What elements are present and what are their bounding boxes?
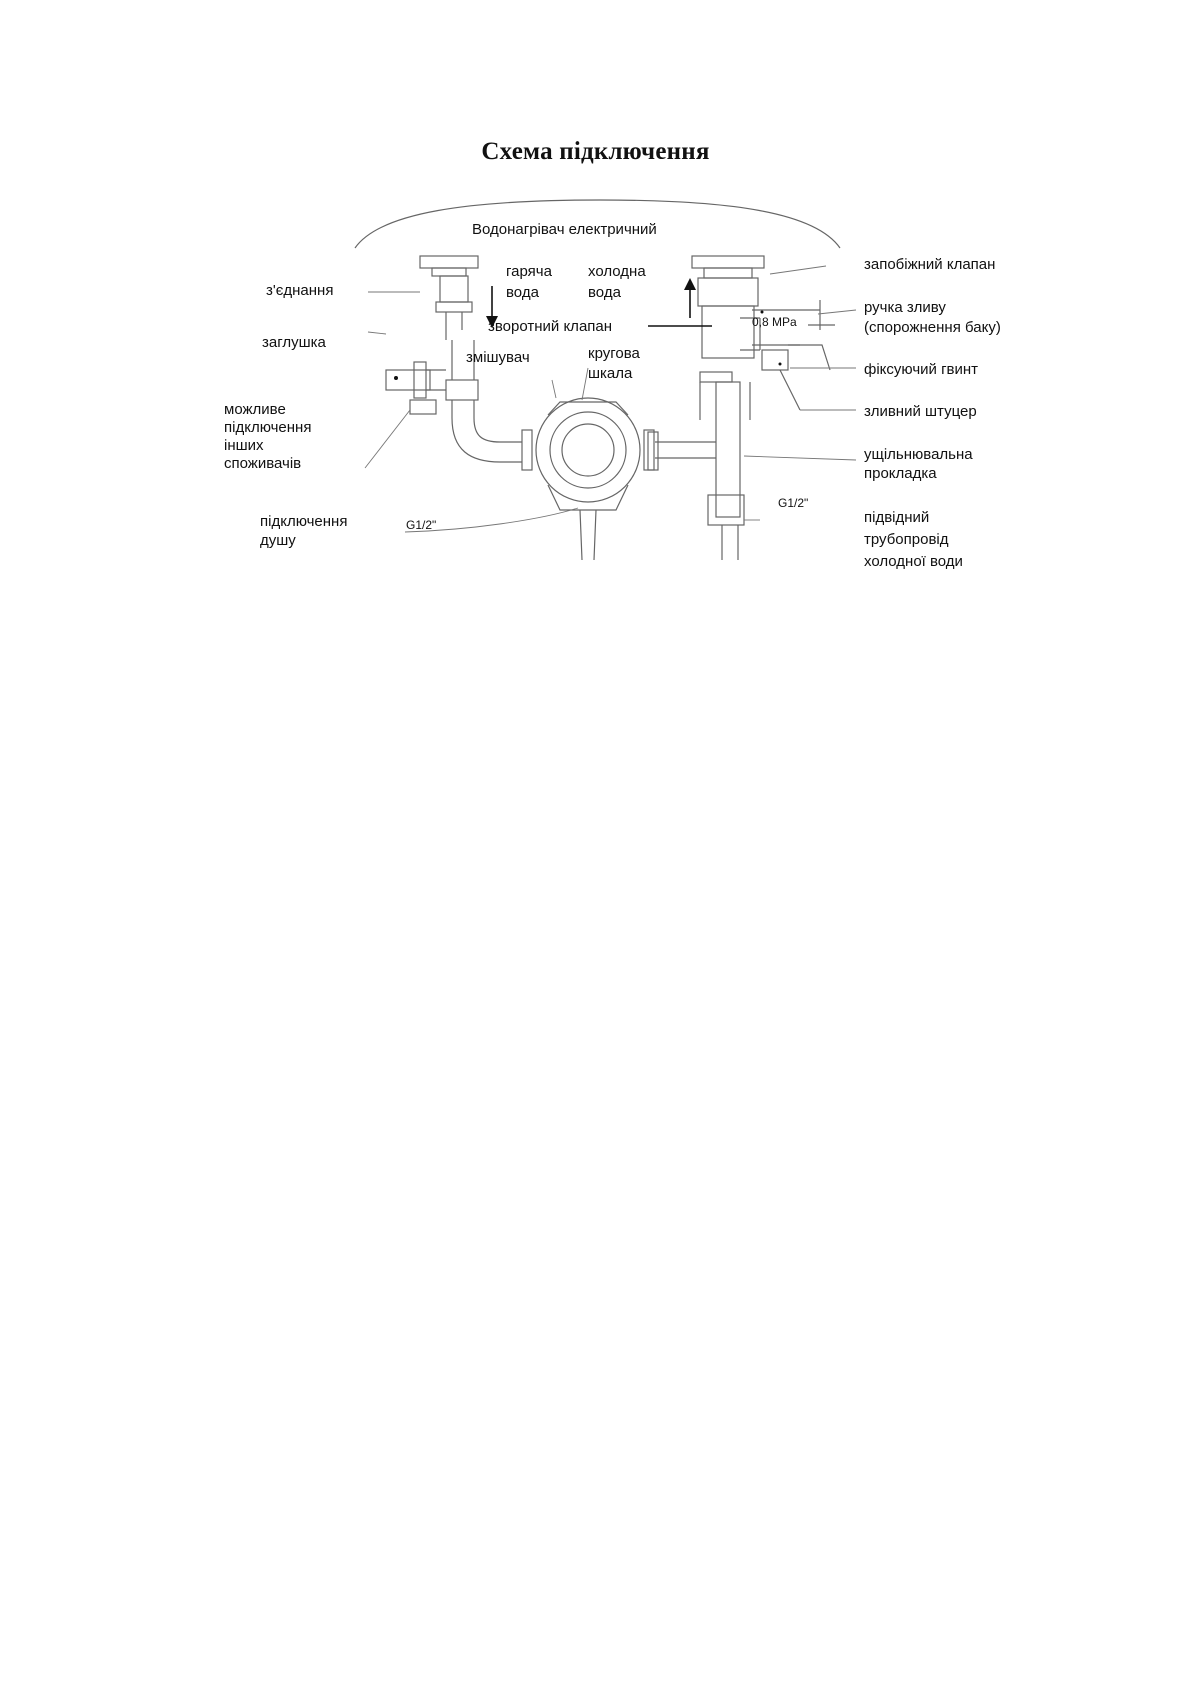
gasket-line: прокладка: [864, 465, 937, 482]
drain-handle-line: ручка зливу: [864, 299, 946, 316]
fixing-screw-label: фіксуючий гвинт: [864, 361, 979, 378]
pointer-lines: [365, 266, 856, 532]
check-valve-label: зворотний клапан: [488, 318, 613, 335]
cold-supply-line: підвідний: [864, 509, 930, 526]
cold-supply-pipe: [700, 372, 750, 560]
cold-water-line: холодна: [588, 263, 646, 280]
hot-water-line: гаряча: [506, 263, 552, 280]
cold-flow-arrow: [684, 278, 696, 318]
cold-water-line: вода: [588, 284, 621, 301]
cold-supply-line: холодної води: [864, 553, 963, 570]
cold-supply-line: трубопровід: [864, 531, 949, 548]
screw-dot: [779, 363, 782, 366]
gasket-line: ущільнювальна: [864, 446, 973, 463]
mixer-label: змішувач: [466, 349, 530, 366]
other-consumers-line: інших: [224, 437, 264, 454]
thread-right-label: G1/2": [778, 496, 809, 510]
right-branch-pipe: [648, 432, 716, 470]
thread-left-label: G1/2": [406, 518, 437, 532]
drain-fitting-label: зливний штуцер: [864, 403, 977, 420]
hot-water-line: вода: [506, 284, 539, 301]
shower-line: душу: [260, 532, 296, 549]
shower-outlet: [580, 510, 596, 560]
heater-label: Водонагрівач електричний: [472, 221, 657, 238]
pressure-label: 0,8 MPa: [752, 315, 797, 329]
circular-scale-line: кругова: [588, 345, 640, 362]
other-consumers-line: споживачів: [224, 455, 302, 472]
mixer-body: [522, 398, 654, 510]
plug-label: заглушка: [262, 334, 326, 351]
hot-water-connection: [420, 256, 478, 340]
circular-scale-line: шкала: [588, 365, 633, 381]
page-title: Схема підключення: [481, 138, 710, 165]
shower-line: підключення: [260, 513, 348, 530]
plug-dot: [394, 376, 398, 380]
other-consumers-line: можливе: [224, 401, 286, 418]
plug: [386, 362, 446, 414]
valve-dot: [761, 311, 764, 314]
cold-water-connection: [692, 256, 764, 358]
safety-valve-label: запобіжний клапан: [864, 256, 996, 273]
circular-scale-label: [580, 344, 670, 381]
other-consumers-line: підключення: [224, 419, 312, 436]
drain-handle-line: (спорожнення баку): [864, 319, 1001, 336]
joint-label: з'єднання: [266, 282, 334, 299]
